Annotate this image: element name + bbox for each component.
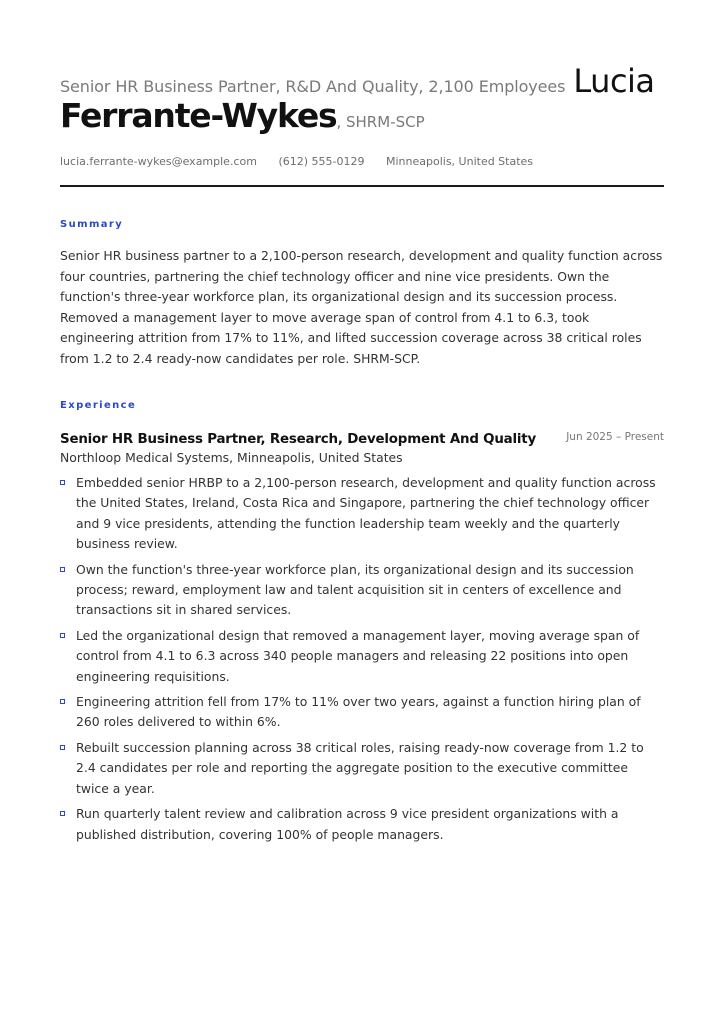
- credential: , SHRM-SCP: [336, 113, 425, 131]
- job-entry: [60, 428, 664, 850]
- job-bullet-text: Embedded senior HRBP to a 2,100-person research, development and quality function across the United States, Ireland, Costa Rica and Singapore, partnering the chief technology officer and 9 vice presidents, attending the function leadership team weekly and the quarterly business review.: [76, 475, 656, 552]
- job-bullet-text: Own the function's three-year workforce plan, its organizational design and its succession process; reward, employment law and talent acquisition sit in centers of excellence and transactions sit in shared services.: [76, 561, 634, 618]
- job-title: Senior HR Business Partner, Research, Development And Quality: [60, 432, 537, 447]
- square-bullet-icon: [60, 633, 65, 638]
- contact-email[interactable]: lucia.ferrante-wykes@example.com: [60, 155, 257, 168]
- square-bullet-icon: [60, 745, 65, 750]
- square-bullet-icon: [60, 699, 65, 704]
- job-header: [60, 428, 664, 448]
- contact-row: [60, 155, 664, 168]
- square-bullet-icon: [60, 480, 65, 485]
- headline-row: [60, 62, 664, 100]
- summary-text: Senior HR business partner to a 2,100-person research, development and quality function across four countries, partnering the chief technology officer and nine vice presidents. Own the function's three-year workforce plan, its organizational design and its succession process. Removed a management layer to move average span of control from 4.1 to 6.3, took engineering attrition from 17% to 11%, and lifted succession coverage across 38 critical roles from 1.2 to 2.4 ready-now candidates per role. SHRM-SCP.: [60, 248, 663, 366]
- job-bullet: [60, 738, 664, 799]
- name-row: [60, 96, 664, 135]
- job-bullet-text: Led the organizational design that removed a management layer, moving average span of control from 4.1 to 6.3 across 340 people managers and releasing 22 positions into open engineering requisitions.: [76, 627, 640, 684]
- job-bullet: [60, 626, 664, 687]
- job-bullet: [60, 692, 664, 733]
- job-bullet: [60, 473, 664, 555]
- headline: Senior HR Business Partner, R&D And Quality, 2,100 Employees: [60, 77, 566, 96]
- resume-header: [60, 62, 664, 168]
- summary-section-title: Summary: [60, 219, 124, 230]
- last-name: Ferrante-Wykes: [60, 96, 337, 135]
- square-bullet-icon: [60, 811, 65, 816]
- contact-location: Minneapolis, United States: [386, 155, 534, 168]
- job-dates: Jun 2025 – Present: [566, 431, 664, 443]
- contact-phone[interactable]: (612) 555-0129: [278, 155, 365, 168]
- job-bullet-text: Rebuilt succession planning across 38 critical roles, raising ready-now coverage from 1.2 to 2.4 candidates per role and reporting the aggregate position to the executive committee twice a year.: [76, 739, 644, 796]
- job-company: Northloop Medical Systems, Minneapolis, United States: [60, 450, 403, 465]
- square-bullet-icon: [60, 567, 65, 572]
- header-divider: [60, 185, 664, 187]
- job-bullet: [60, 804, 664, 845]
- first-name: Lucia: [573, 62, 655, 100]
- job-bullet-text: Engineering attrition fell from 17% to 11% over two years, against a function hiring plan of 260 roles delivered to within 6%.: [76, 694, 641, 730]
- job-bullets: [60, 473, 664, 845]
- experience-section-title: Experience: [60, 400, 137, 411]
- job-bullet-text: Run quarterly talent review and calibration across 9 vice president organizations with a published distribution, covering 100% of people managers.: [76, 806, 619, 842]
- job-bullet: [60, 560, 664, 621]
